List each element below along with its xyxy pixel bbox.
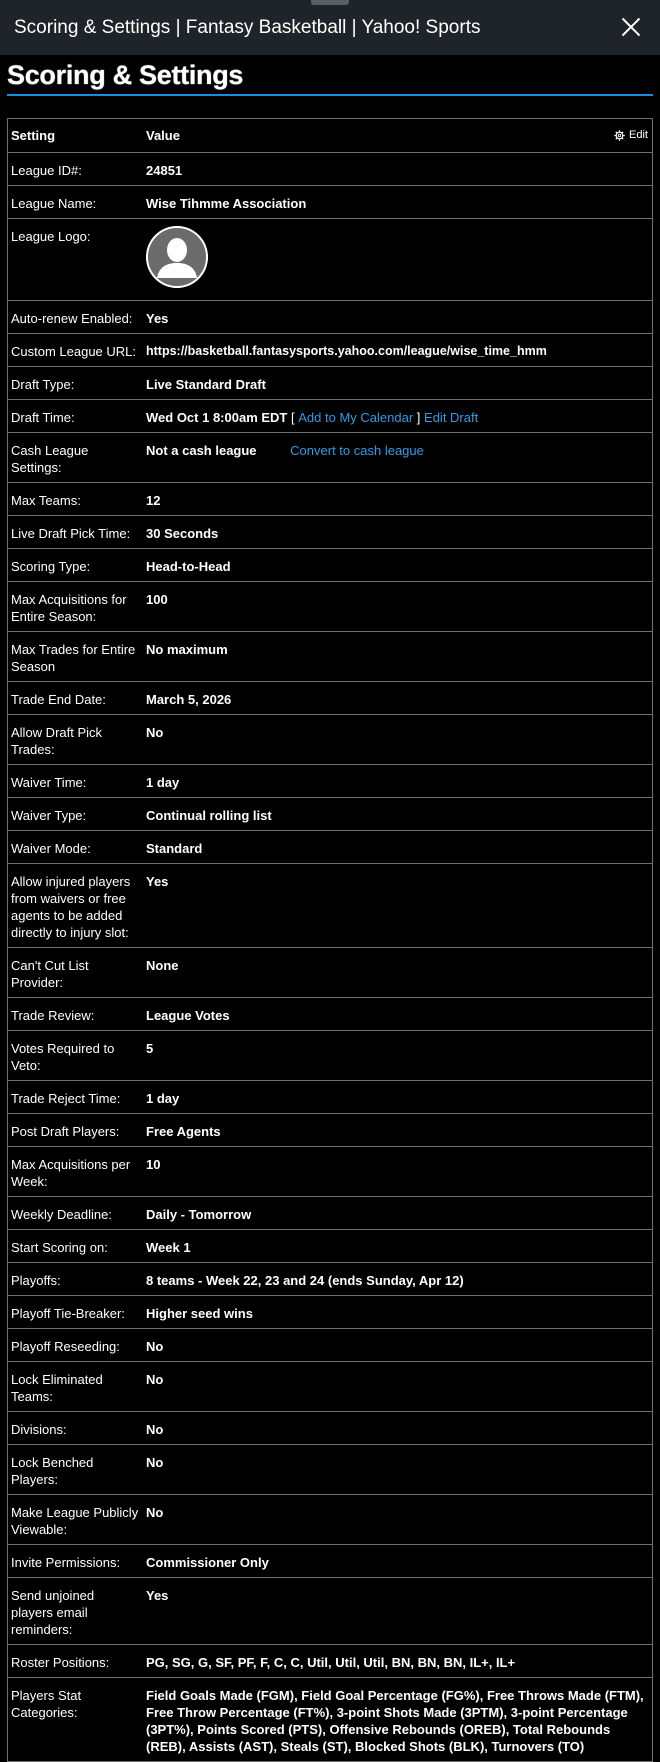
row-injured-players — [8, 864, 652, 948]
custom-league-url: https://basketball.fantasysports.yahoo.com/league/wise_time_hmm — [143, 334, 652, 367]
setting-value: None — [143, 948, 652, 998]
setting-value: No maximum — [143, 632, 652, 682]
user-silhouette-icon — [146, 226, 208, 288]
setting-value: Wise Tihmme Association — [143, 186, 652, 219]
setting-label: Max Acquisitions per Week: — [8, 1147, 143, 1197]
setting-label: Invite Permissions: — [8, 1545, 143, 1578]
row-tie-breaker — [8, 1296, 652, 1329]
row-trade-end — [8, 682, 652, 715]
setting-value: No — [143, 1362, 652, 1412]
row-waiver-type — [8, 798, 652, 831]
setting-label: Waiver Type: — [8, 798, 143, 831]
close-icon[interactable] — [620, 16, 642, 38]
convert-to-cash-league-link[interactable]: Convert to cash league — [290, 443, 424, 458]
setting-value: Week 1 — [143, 1230, 652, 1263]
setting-value: Continual rolling list — [143, 798, 652, 831]
draft-time-value: Wed Oct 1 8:00am EDT — [146, 410, 288, 425]
row-invite-permissions — [8, 1545, 652, 1578]
setting-value: 30 Seconds — [143, 516, 652, 549]
setting-value: Field Goals Made (FGM), Field Goal Percentage (FG%), Free Throws Made (FTM), Free Throw Percentage (FT%), 3-point Shots Made (3PTM), 3-point Percentage (3PT%), Points Scored (PTS), Offensive Rebounds (OREB), Total Rebounds (REB), Assists (AST), Steals (ST), Blocked Shots (BLK), Turnovers (TO) — [146, 1688, 644, 1754]
setting-value: 5 — [143, 1031, 652, 1081]
setting-label: Trade End Date: — [8, 682, 143, 715]
setting-value: Yes — [143, 301, 652, 334]
row-playoffs — [8, 1263, 652, 1296]
setting-label: Allow Draft Pick Trades: — [8, 715, 143, 765]
column-header-value-label: Value — [146, 128, 180, 143]
setting-label: Waiver Time: — [8, 765, 143, 798]
bracket-open: [ — [291, 410, 295, 425]
row-publicly-viewable — [8, 1495, 652, 1545]
setting-label: Draft Type: — [8, 367, 143, 400]
setting-value: Higher seed wins — [143, 1296, 652, 1329]
edit-label: Edit — [629, 129, 648, 141]
setting-label: Players Stat Categories: — [11, 1688, 82, 1720]
setting-label: League Logo: — [8, 219, 143, 301]
row-max-acq-week — [8, 1147, 652, 1197]
row-league-name — [8, 186, 652, 219]
setting-value: Yes — [143, 1578, 652, 1645]
setting-label: Live Draft Pick Time: — [8, 516, 143, 549]
setting-label: Lock Benched Players: — [8, 1445, 143, 1495]
setting-label: Post Draft Players: — [8, 1114, 143, 1147]
setting-label: Custom League URL: — [8, 334, 143, 367]
drag-handle[interactable] — [311, 0, 349, 5]
setting-value: PG, SG, G, SF, PF, F, C, C, Util, Util, Util, BN, BN, BN, IL+, IL+ — [143, 1645, 652, 1678]
setting-value: 100 — [143, 582, 652, 632]
setting-label: Draft Time: — [8, 400, 143, 433]
setting-label: Playoff Tie-Breaker: — [8, 1296, 143, 1329]
setting-label: Cash League Settings: — [8, 433, 143, 483]
setting-label: Auto-renew Enabled: — [8, 301, 143, 334]
row-divisions — [8, 1412, 652, 1445]
setting-label: Can't Cut List Provider: — [8, 948, 143, 998]
setting-value: No — [143, 1412, 652, 1445]
setting-value: Yes — [143, 864, 652, 948]
window-title: Scoring & Settings | Fantasy Basketball | Yahoo! Sports — [14, 17, 481, 38]
setting-label: Playoffs: — [8, 1263, 143, 1296]
setting-value: 1 day — [143, 1081, 652, 1114]
setting-value: Standard — [143, 831, 652, 864]
setting-value: League Votes — [143, 998, 652, 1031]
row-post-draft — [8, 1114, 652, 1147]
setting-value: Daily - Tomorrow — [143, 1197, 652, 1230]
setting-label: Divisions: — [8, 1412, 143, 1445]
row-max-trades — [8, 632, 652, 682]
setting-value: No — [143, 1329, 652, 1362]
row-draft-pick-trades — [8, 715, 652, 765]
setting-value: 1 day — [143, 765, 652, 798]
add-to-calendar-link[interactable]: Add to My Calendar — [298, 410, 414, 425]
row-cash-league — [8, 433, 652, 483]
row-roster-positions — [8, 1645, 652, 1678]
row-start-scoring — [8, 1230, 652, 1263]
setting-value: Free Agents — [143, 1114, 652, 1147]
row-cant-cut — [8, 948, 652, 998]
setting-value: March 5, 2026 — [143, 682, 652, 715]
setting-value: 12 — [143, 483, 652, 516]
league-logo-avatar — [146, 226, 208, 288]
setting-label: Start Scoring on: — [8, 1230, 143, 1263]
setting-value: No — [143, 1495, 652, 1545]
setting-label: Send unjoined players email reminders: — [8, 1578, 143, 1645]
setting-value: 8 teams - Week 22, 23 and 24 (ends Sunday, Apr 12) — [143, 1263, 652, 1296]
settings-table — [7, 118, 653, 1762]
setting-label: Make League Publicly Viewable: — [8, 1495, 143, 1545]
column-header-setting: Setting — [8, 119, 143, 153]
row-trade-reject — [8, 1081, 652, 1114]
row-trade-review — [8, 998, 652, 1031]
row-max-teams — [8, 483, 652, 516]
row-weekly-deadline — [8, 1197, 652, 1230]
setting-value: Live Standard Draft — [143, 367, 652, 400]
setting-value: No — [143, 715, 652, 765]
gear-icon — [614, 130, 625, 141]
setting-label: Playoff Reseeding: — [8, 1329, 143, 1362]
setting-label: Lock Eliminated Teams: — [8, 1362, 143, 1412]
table-header-row — [8, 119, 652, 153]
setting-label: Votes Required to Veto: — [8, 1031, 143, 1081]
setting-value: No — [143, 1445, 652, 1495]
row-league-id — [8, 153, 652, 186]
setting-label: Trade Reject Time: — [8, 1081, 143, 1114]
setting-value: Commissioner Only — [143, 1545, 652, 1578]
row-league-logo — [8, 219, 652, 301]
row-stat-categories — [8, 1678, 652, 1762]
row-waiver-mode — [8, 831, 652, 864]
setting-label: Waiver Mode: — [8, 831, 143, 864]
row-max-acq-season — [8, 582, 652, 632]
setting-value: 10 — [143, 1147, 652, 1197]
setting-label: Trade Review: — [8, 998, 143, 1031]
row-email-reminders — [8, 1578, 652, 1645]
row-lock-eliminated — [8, 1362, 652, 1412]
setting-label: Weekly Deadline: — [8, 1197, 143, 1230]
setting-label: Max Teams: — [8, 483, 143, 516]
row-lock-benched — [8, 1445, 652, 1495]
row-reseeding — [8, 1329, 652, 1362]
row-pick-time — [8, 516, 652, 549]
setting-label: Max Trades for Entire Season — [8, 632, 143, 682]
row-draft-type — [8, 367, 652, 400]
row-draft-time — [8, 400, 652, 433]
setting-label: Roster Positions: — [8, 1645, 143, 1678]
page-title: Scoring & Settings — [7, 60, 653, 96]
row-votes-veto — [8, 1031, 652, 1081]
edit-draft-link[interactable]: Edit Draft — [424, 410, 479, 425]
setting-label: Scoring Type: — [8, 549, 143, 582]
top-bar — [0, 0, 660, 55]
setting-label: League ID#: — [8, 153, 143, 186]
setting-label: Allow injured players from waivers or free agents to be added directly to injury slot: — [8, 864, 143, 948]
row-auto-renew — [8, 301, 652, 334]
row-custom-url — [8, 334, 652, 367]
setting-label: Max Acquisitions for Entire Season: — [8, 582, 143, 632]
cash-league-value: Not a cash league — [146, 443, 257, 458]
bracket-close: ] — [416, 410, 421, 425]
edit-button[interactable] — [614, 127, 648, 144]
row-scoring-type — [8, 549, 652, 582]
setting-value: 24851 — [143, 153, 652, 186]
column-header-value — [143, 119, 652, 153]
setting-label: League Name: — [8, 186, 143, 219]
row-waiver-time — [8, 765, 652, 798]
setting-value: Head-to-Head — [143, 549, 652, 582]
